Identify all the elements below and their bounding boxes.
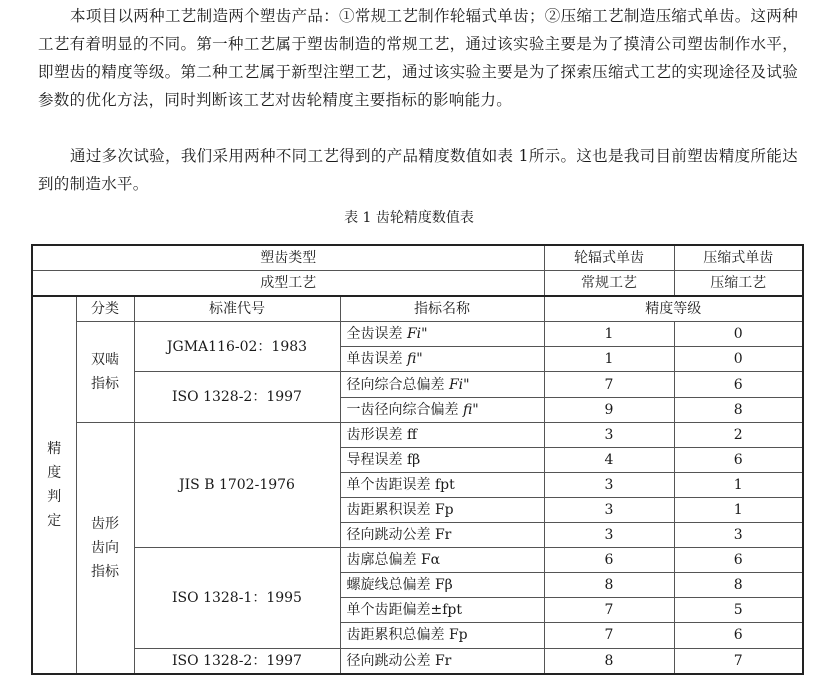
indicator-cell: 单齿误差 fi" (340, 347, 544, 372)
indicator-cell: 齿形误差 ff (340, 422, 544, 447)
value-cell: 8 (674, 397, 803, 422)
value-cell: 3 (674, 523, 803, 548)
value-cell: 1 (674, 472, 803, 497)
value-cell: 3 (544, 523, 674, 548)
standard-cell: JIS B 1702-1976 (134, 422, 340, 547)
value-cell: 6 (674, 372, 803, 397)
value-cell: 7 (544, 598, 674, 623)
value-cell: 2 (674, 422, 803, 447)
value-cell: 6 (544, 548, 674, 573)
process-label: 成型工艺 (32, 271, 544, 297)
category-double-flank: 双啮指标 (76, 322, 134, 422)
value-cell: 8 (674, 573, 803, 598)
indicator-cell: 单个齿距误差 fpt (340, 472, 544, 497)
value-cell: 6 (674, 623, 803, 648)
indicator-cell: 齿廓总偏差 Fα (340, 548, 544, 573)
table-row (32, 422, 803, 447)
type-label: 塑齿类型 (32, 245, 544, 271)
paragraph-results: 通过多次试验，我们采用两种不同工艺得到的产品精度数值如表 1所示。这也是我司目前塑齿精度所能达到的制造水平。 (38, 147, 798, 193)
value-cell: 8 (544, 648, 674, 674)
indicator-cell: 螺旋线总偏差 Fβ (340, 573, 544, 598)
indicator-cell: 径向综合总偏差 Fi" (340, 372, 544, 397)
table-row (32, 372, 803, 397)
value-cell: 7 (544, 623, 674, 648)
value-cell: 1 (674, 497, 803, 522)
subheader-row (32, 296, 803, 322)
value-cell: 7 (674, 648, 803, 674)
row-group-label: 精度判定 (32, 296, 76, 673)
value-cell: 7 (544, 372, 674, 397)
standard-cell: JGMA116-02：1983 (134, 322, 340, 372)
table-caption: 表 1 齿轮精度数值表 (344, 210, 474, 226)
value-cell: 3 (544, 497, 674, 522)
indicator-cell: 一齿径向综合偏差 fi" (340, 397, 544, 422)
col1-process: 常规工艺 (544, 271, 674, 297)
standard-cell: ISO 1328-1：1995 (134, 548, 340, 648)
precision-table (31, 244, 804, 675)
category-profile-lead: 齿形齿向指标 (76, 422, 134, 673)
value-cell: 6 (674, 447, 803, 472)
value-cell: 0 (674, 322, 803, 347)
standard-cell: ISO 1328-2：1997 (134, 648, 340, 674)
grade-header: 精度等级 (544, 296, 803, 322)
paragraph-intro: 本项目以两种工艺制造两个塑齿产品：①常规工艺制作轮辐式单齿；②压缩工艺制造压缩式单齿。这两种工艺有着明显的不同。第一种工艺属于塑齿制造的常规工艺，通过该实验主要是为了摸清公司塑齿制作水平，即塑齿的精度等级。第二种工艺属于新型注塑工艺，通过该实验主要是为了探索压缩式工艺的实现途径及试验参数的优化方法，同时判断该工艺对齿轮精度主要指标的影响能力。 (38, 7, 798, 109)
indicator-cell: 径向跳动公差 Fr (340, 648, 544, 674)
value-cell: 4 (544, 447, 674, 472)
indicator-cell: 单个齿距偏差±fpt (340, 598, 544, 623)
header-row-type (32, 245, 803, 271)
standard-header: 标准代号 (134, 296, 340, 322)
category-header: 分类 (76, 296, 134, 322)
header-row-process (32, 271, 803, 297)
value-cell: 1 (544, 347, 674, 372)
value-cell: 1 (544, 322, 674, 347)
indicator-cell: 齿距累积误差 Fp (340, 497, 544, 522)
indicator-cell: 导程误差 fβ (340, 447, 544, 472)
value-cell: 6 (674, 548, 803, 573)
value-cell: 8 (544, 573, 674, 598)
table-row (32, 648, 803, 674)
value-cell: 0 (674, 347, 803, 372)
table-row (32, 322, 803, 347)
value-cell: 9 (544, 397, 674, 422)
value-cell: 3 (544, 422, 674, 447)
indicator-header: 指标名称 (340, 296, 544, 322)
table-row (32, 548, 803, 573)
col1-type: 轮辐式单齿 (544, 245, 674, 271)
value-cell: 5 (674, 598, 803, 623)
value-cell: 3 (544, 472, 674, 497)
standard-cell: ISO 1328-2：1997 (134, 372, 340, 422)
col2-process: 压缩工艺 (674, 271, 803, 297)
indicator-cell: 径向跳动公差 Fr (340, 523, 544, 548)
col2-type: 压缩式单齿 (674, 245, 803, 271)
indicator-cell: 齿距累积总偏差 Fp (340, 623, 544, 648)
indicator-cell: 全齿误差 Fi" (340, 322, 544, 347)
